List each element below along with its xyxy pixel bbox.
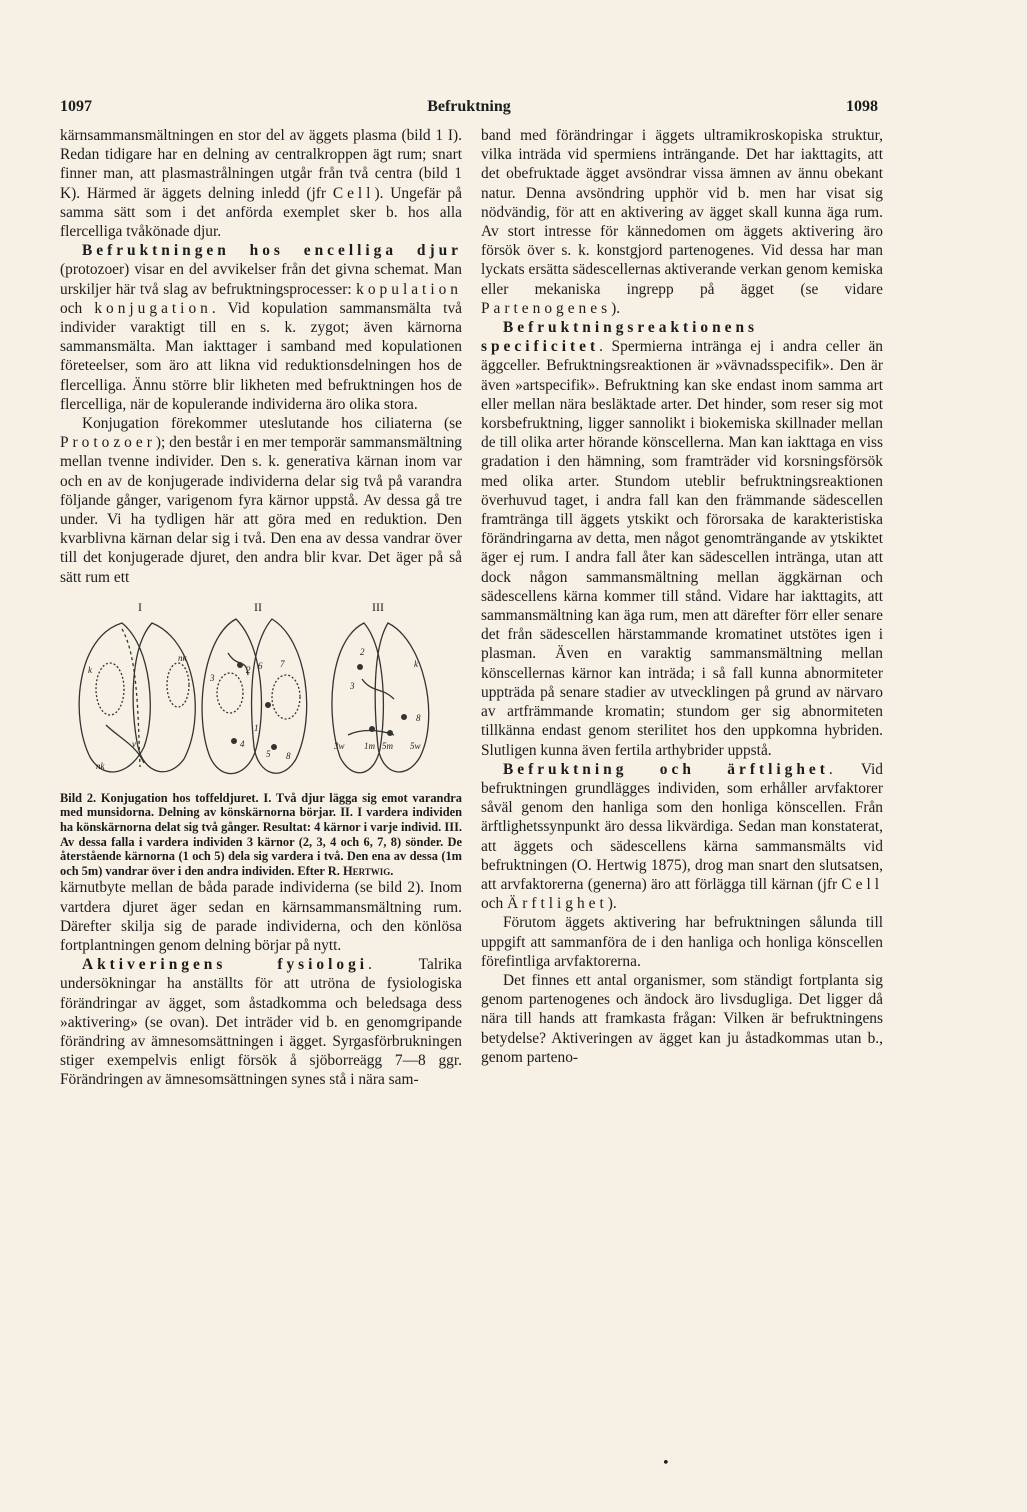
paragraph: Befruktningen hos encelliga djur (protozoer) visar en del avvikelser från det givna schemat. Man urskiljer här två slag av befruktningsprocesser: kopulation och konjugation. Vid kopulation sammansmälta två individer varaktigt till en s. k. zygot; även kärnorna sammansmälta. Man iakttager i samband med kopulationen företeelser, som äro att likna vid reduktionsdelningen hos de flercelliga. Ännu större blir likheten med befruktningen hos de flercelliga, när de kopulerande individerna äro olika stora.	[60, 242, 462, 413]
figure-conjugation	[60, 597, 462, 787]
paragraph: Befruktning och ärftlighet. Vid befruktningen grundlägges individen, som erhåller arvfaktorer såväl genom den hanliga som den honliga könscellen. Från ärftlighetssynpunkt äro dessa likvärdiga. Sedan man konstaterat, att äggets och sädescellens kärna sammansmälts vid befruktningen (O. Hertwig 1875), drog man snart den slutsatsen, att arvfaktorerna (generna) äro att förlägga till kärnan (jfr Cell och Ärftlighet).	[481, 760, 883, 913]
figure-label: 2	[246, 664, 251, 675]
figure-label: 4	[240, 738, 245, 749]
figure-numeral-1: I	[138, 599, 142, 614]
section-heading: Befruktning och ärftlighet	[503, 760, 829, 778]
cross-reference[interactable]: Cell	[841, 875, 883, 893]
paragraph: Det finnes ett antal organismer, som ständigt fortplanta sig genom partenogenes och ändock äro livsdugliga. Det ligger då nära till hands att framkasta frågan: Vilken är befruktningens betydelse? Aktiveringen av ägget kan ju åstadkommas utan b., genom parteno-	[481, 971, 883, 1066]
paragraph: kärnutbyte mellan de båda parade individerna (se bild 2). Inom vartdera djuret äger sedan en kärnsammansmältning rum. Därefter skilja sig de parade individerna, och den könlösa fortplantningen genom delning börjar på nytt.	[60, 879, 462, 955]
figure-label: 5m	[382, 740, 393, 751]
paragraph: Befruktningsreaktionens specificitet. Spermierna intränga ej i andra celler än äggceller. Befruktningsreaktionen är »vävnadsspecifik». Den är även »artspecifik». Befruktning kan ske endast inom samma art eller mellan nära besläktade arter. Det hinder, som reser sig mot korsbefruktning, ligger sannolikt i biokemiska skillnader mellan de till olika arter hörande könscellerna. Man kan iakttaga en viss gradation i den hämning, som framträder vid korsningsförsök med olika arter. Stundom uteblir befruktningsreaktionen överhuvud taget, i andra fall kan den främmande sädescellen framtränga till äggets ytskikt och förorsaka de karakteristiska förändringarna av detta, men något genomträngande av ytskiktet äger ej rum. I andra fall åter kan sädescellen intränga, utan att dock någon sammansmältning mellan äggkärnan och sädescellens kärna kommer till stånd. Vidare har iakttagits, att sammansmältning kan äga rum, men att därefter förr eller senare det från sädescellen härstammande kromatinet utstötes igen i plasman. Även en varaktig sammansmältning mellan könscellernas kärnor kan inträda; i så fall kunna abnormiteter uppträda på senare stadier av utvecklingen på grund av närvaro av artfrämmande kromatin; stundom ger sig abnormiteten tillkänna endast genom sterilitet hos den uppkomna hybriden. Slutligen kunna även fertila arthybrider uppstå.	[481, 319, 883, 759]
figure-label: nk	[178, 652, 187, 663]
cross-reference[interactable]: Ärftlighet	[507, 895, 608, 913]
stray-ink-mark: •	[662, 1456, 670, 1471]
figure-label: k	[414, 658, 418, 669]
paragraph: Aktiveringens fysiologi. Talrika undersökningar ha anställts för att utröna de fysiologiska förändringar av ägget, som åstadkomma och beledsaga dess »aktivering» (se ovan). Det inträder vid b. en genomgripande förändring av ämnesomsättningen i ägget. Syrgasförbrukningen stiger exempelvis enligt försök å sjöborreägg 7—8 ggr. Förändringen av ämnesomsättningen synes stå i nära sam-	[60, 956, 463, 1089]
paragraph: Förutom äggets aktivering har befruktningen sålunda till uppgift att sammanföra de i den hanliga och honliga könscellen förefintliga arvfaktorerna.	[481, 914, 883, 970]
stage-2-drawing	[202, 619, 307, 774]
figure-label: 7	[280, 658, 285, 669]
figure-label: 1	[254, 722, 259, 733]
figure-label: 5	[266, 748, 271, 759]
figure-numeral-3: III	[372, 599, 384, 614]
section-heading: Befruktningen hos encelliga djur	[82, 242, 462, 260]
left-column	[60, 126, 462, 1090]
figure-numeral-2: II	[254, 599, 262, 614]
figure-label: 8	[416, 712, 421, 723]
figure-label: 3	[210, 672, 215, 683]
figure-label: nk	[96, 760, 105, 771]
section-heading: Aktiveringens fysiologi	[82, 956, 369, 974]
figure-label: 2	[360, 646, 365, 657]
figure-label: 8	[286, 750, 291, 761]
figure-label: 5w	[410, 740, 421, 751]
cross-reference[interactable]: Protozoer	[60, 434, 156, 452]
paragraph: kärnsammansmältningen en stor del av äggets plasma (bild 1 I). Redan tidigare har en delning av centralkroppen ägt rum; snart finner man, att plasmastrålningen utgår från två centra (bild 1 K). Härmed är äggets delning inledd (jfr Cell). Ungefär på samma sätt som i det anförda exemplet sker b. hos alla flercelliga tvåkönade djur.	[60, 127, 462, 241]
figure-label: 1m	[364, 740, 375, 751]
figure-caption: Bild 2. Konjugation hos toffeldjuret. I. Två djur lägga sig emot varandra med munsidorna. Delning av könskärnorna börjar. II. I vardera individen ha könskärnorna delat sig två gånger. Resultat: 4 kärnor i varje individ. III. Av dessa falla i vardera individen 3 kärnor (2, 3, 4 och 6, 7, 8) sönder. De återstående kärnorna (1 och 5) dela sig vardera i två. Den ena av dessa (1m och 5m) vandrar över i den andra individen. Efter R. Hertwig.	[60, 790, 462, 878]
section-heading: Befruktningsreaktionens specificitet	[481, 319, 759, 356]
cross-reference[interactable]: Partenogenes	[481, 299, 612, 317]
page-number-left: 1097	[60, 98, 92, 115]
paragraph: band med förändringar i äggets ultramikroskopiska struktur, vilka inträda vid spermiens inträngande. Det har iakttagits, att det obefruktade ägget avsöndrar vissa ämnen av ännu obekant natur. Denna avsöndring upphör vid b. men har visat sig nödvändig, för att en aktivering av ägget skall kunna äga rum. Av stort intresse för kännedomen om äggets aktivering äro försök över s. k. konstgjord partenogenes. Vid dessa har man lyckats ersätta sädescellernas aktiverande verkan genom kemiska eller mekaniska ingrepp på ägget (se vidare Partenogenes).	[481, 127, 883, 317]
figure-label: v	[132, 738, 136, 749]
paragraph: Konjugation förekommer uteslutande hos ciliaterna (se Protozoer); den består i en mer temporär sammansmältning mellan tvenne individer. Den s. k. generativa kärnan inom var och en av de konjugerade individerna delar sig två på varandra följande gånger, varigenom fyra kärnor uppstå. Av dessa gå tre under. Vi ha tydligen här att göra med en reduktion. Den kvarblivna kärnan delar sig i två. Den ena av dessa vandrar över till det konjugerade djuret, den andra blir kvar. Det äger på så sätt rum ett	[60, 415, 462, 586]
figure-label: 6	[258, 660, 263, 671]
figure-illustration	[60, 597, 462, 787]
right-column	[481, 126, 883, 1067]
stage-1-drawing	[79, 623, 195, 772]
page-number-right: 1098	[846, 98, 878, 115]
figure-label: 3w	[334, 740, 345, 751]
figure-label: 3	[350, 680, 355, 691]
figure-label: k	[88, 664, 92, 675]
cross-reference[interactable]: Cell	[332, 184, 375, 202]
running-title: Befruktning	[427, 98, 511, 115]
